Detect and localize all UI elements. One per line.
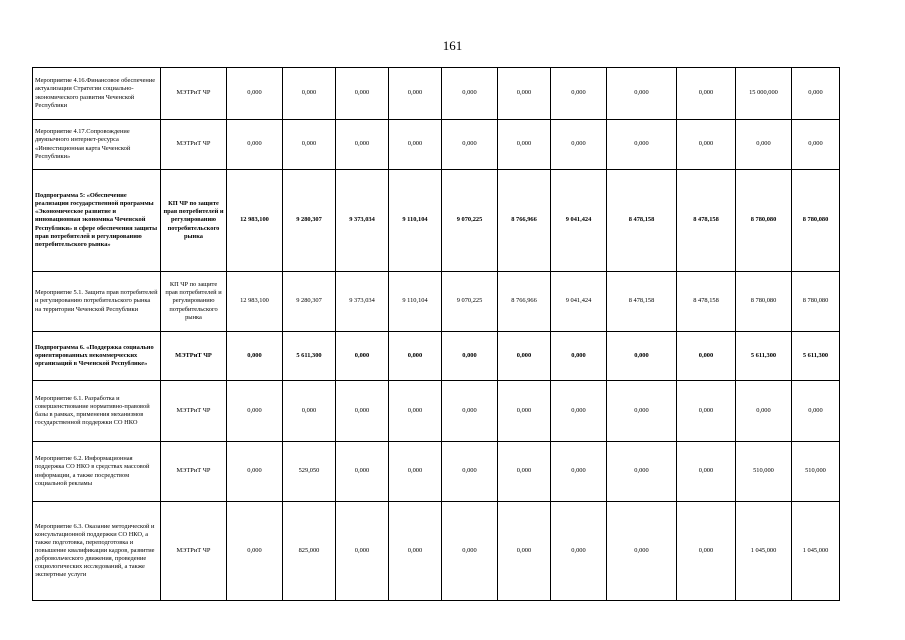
amount-cell: 0,000: [389, 502, 442, 601]
amount-cell: 0,000: [551, 120, 607, 170]
amount-cell: 0,000: [551, 381, 607, 442]
amount-cell: 0,000: [442, 381, 498, 442]
amount-cell: 1 045,000: [792, 502, 840, 601]
amount-cell: 0,000: [677, 68, 736, 120]
amount-cell: 0,000: [677, 120, 736, 170]
amount-cell: 0,000: [736, 381, 792, 442]
amount-cell: 0,000: [498, 442, 551, 502]
executor-cell: КП ЧР по защите прав потребителей и регулированию потребительского рынка: [161, 170, 227, 272]
amount-cell: 510,000: [736, 442, 792, 502]
amount-cell: 0,000: [227, 68, 283, 120]
amount-cell: 0,000: [336, 442, 389, 502]
amount-cell: 9 110,104: [389, 272, 442, 332]
amount-cell: 12 983,100: [227, 170, 283, 272]
table-row: [33, 442, 840, 502]
amount-cell: 0,000: [607, 442, 677, 502]
amount-cell: 8 780,080: [736, 170, 792, 272]
amount-cell: 0,000: [677, 381, 736, 442]
amount-cell: 0,000: [607, 332, 677, 381]
amount-cell: 8 766,966: [498, 170, 551, 272]
amount-cell: 9 070,225: [442, 272, 498, 332]
amount-cell: 510,000: [792, 442, 840, 502]
executor-cell: МЭТРиТ ЧР: [161, 502, 227, 601]
activity-name-cell: Мероприятие 5.1. Защита прав потребителей и регулированию потребительского рынка на территории Чеченской Республики: [33, 272, 161, 332]
executor-cell: МЭТРиТ ЧР: [161, 442, 227, 502]
amount-cell: 0,000: [389, 442, 442, 502]
amount-cell: 9 110,104: [389, 170, 442, 272]
amount-cell: 0,000: [336, 120, 389, 170]
amount-cell: 0,000: [227, 332, 283, 381]
amount-cell: 0,000: [792, 381, 840, 442]
amount-cell: 15 000,000: [736, 68, 792, 120]
amount-cell: 0,000: [677, 332, 736, 381]
amount-cell: 0,000: [498, 120, 551, 170]
amount-cell: 0,000: [551, 442, 607, 502]
amount-cell: 1 045,000: [736, 502, 792, 601]
amount-cell: 8 780,080: [736, 272, 792, 332]
amount-cell: 0,000: [498, 502, 551, 601]
amount-cell: 0,000: [607, 381, 677, 442]
amount-cell: 0,000: [336, 381, 389, 442]
activity-name-cell: Подпрограмма 6. «Поддержка социально ориентированных некоммерческих организаций в Чеченской Республике»: [33, 332, 161, 381]
amount-cell: 0,000: [283, 381, 336, 442]
amount-cell: 0,000: [551, 332, 607, 381]
amount-cell: 8 780,080: [792, 170, 840, 272]
amount-cell: 0,000: [551, 68, 607, 120]
table-row: [33, 120, 840, 170]
amount-cell: 825,000: [283, 502, 336, 601]
amount-cell: 0,000: [442, 68, 498, 120]
amount-cell: 12 983,100: [227, 272, 283, 332]
amount-cell: 0,000: [736, 120, 792, 170]
amount-cell: 0,000: [442, 442, 498, 502]
amount-cell: 9 041,424: [551, 170, 607, 272]
amount-cell: 5 611,300: [283, 332, 336, 381]
activity-name-cell: Мероприятие 4.17.Сопровождение двуязычного интернет-ресурса «Инвестиционная карта Чеченской Республики»: [33, 120, 161, 170]
amount-cell: 0,000: [792, 120, 840, 170]
table-row: [33, 502, 840, 601]
amount-cell: 0,000: [498, 332, 551, 381]
amount-cell: 0,000: [607, 502, 677, 601]
activity-name-cell: Мероприятие 6.2. Информационная поддержка СО НКО в средствах массовой информации, а также посредством социальной рекламы: [33, 442, 161, 502]
activity-name-cell: Мероприятие 6.1. Разработка и совершенствование нормативно-правовой базы в рамках, применения механизмов государственной поддержки СО НКО: [33, 381, 161, 442]
amount-cell: 0,000: [227, 381, 283, 442]
amount-cell: 529,050: [283, 442, 336, 502]
amount-cell: 9 280,307: [283, 170, 336, 272]
amount-cell: 0,000: [336, 68, 389, 120]
amount-cell: 0,000: [336, 332, 389, 381]
amount-cell: 0,000: [442, 120, 498, 170]
amount-cell: 0,000: [227, 442, 283, 502]
executor-cell: МЭТРиТ ЧР: [161, 332, 227, 381]
amount-cell: 0,000: [283, 68, 336, 120]
amount-cell: 9 070,225: [442, 170, 498, 272]
table-row: [33, 272, 840, 332]
page-number: 161: [442, 38, 463, 53]
table-row: [33, 68, 840, 120]
amount-cell: 0,000: [442, 332, 498, 381]
amount-cell: 8 766,966: [498, 272, 551, 332]
amount-cell: 8 478,158: [607, 170, 677, 272]
executor-cell: КП ЧР по защите прав потребителей и регулированию потребительского рынка: [161, 272, 227, 332]
amount-cell: 0,000: [389, 68, 442, 120]
amount-cell: 0,000: [677, 442, 736, 502]
amount-cell: 0,000: [792, 68, 840, 120]
amount-cell: 0,000: [336, 502, 389, 601]
amount-cell: 8 478,158: [677, 170, 736, 272]
amount-cell: 0,000: [498, 68, 551, 120]
activity-name-cell: Подпрограмма 5: «Обеспечение реализации государственной программы «Экономическое развитие и инновационная экономика Чеченской Республики» в сфере обеспечения защиты прав потребителей и регулированию потребительского рынка»: [33, 170, 161, 272]
amount-cell: 0,000: [551, 502, 607, 601]
amount-cell: 0,000: [227, 502, 283, 601]
amount-cell: 0,000: [442, 502, 498, 601]
amount-cell: 8 780,080: [792, 272, 840, 332]
amount-cell: 8 478,158: [677, 272, 736, 332]
executor-cell: МЭТРиТ ЧР: [161, 381, 227, 442]
executor-cell: МЭТРиТ ЧР: [161, 68, 227, 120]
amount-cell: 0,000: [607, 68, 677, 120]
amount-cell: 8 478,158: [607, 272, 677, 332]
amount-cell: 9 373,034: [336, 170, 389, 272]
table-row: [33, 170, 840, 272]
amount-cell: 9 041,424: [551, 272, 607, 332]
budget-table: [32, 67, 840, 601]
activity-name-cell: Мероприятие 4.16.Финансовое обеспечение актуализации Стратегии социально-экономического развития Чеченской Республики: [33, 68, 161, 120]
executor-cell: МЭТРиТ ЧР: [161, 120, 227, 170]
amount-cell: 0,000: [607, 120, 677, 170]
amount-cell: 0,000: [227, 120, 283, 170]
amount-cell: 9 373,034: [336, 272, 389, 332]
table-row: [33, 332, 840, 381]
amount-cell: 0,000: [677, 502, 736, 601]
amount-cell: 0,000: [389, 381, 442, 442]
amount-cell: 0,000: [498, 381, 551, 442]
amount-cell: 5 611,300: [792, 332, 840, 381]
amount-cell: 0,000: [283, 120, 336, 170]
amount-cell: 9 280,307: [283, 272, 336, 332]
activity-name-cell: Мероприятие 6.3. Оказание методической и консультационной поддержки СО НКО, а также подготовка, переподготовка и повышение квалификации кадров, развитие добровольческого движения, проведение социологических исследований, а также экспертные услуги: [33, 502, 161, 601]
amount-cell: 5 611,300: [736, 332, 792, 381]
amount-cell: 0,000: [389, 332, 442, 381]
amount-cell: 0,000: [389, 120, 442, 170]
table-row: [33, 381, 840, 442]
